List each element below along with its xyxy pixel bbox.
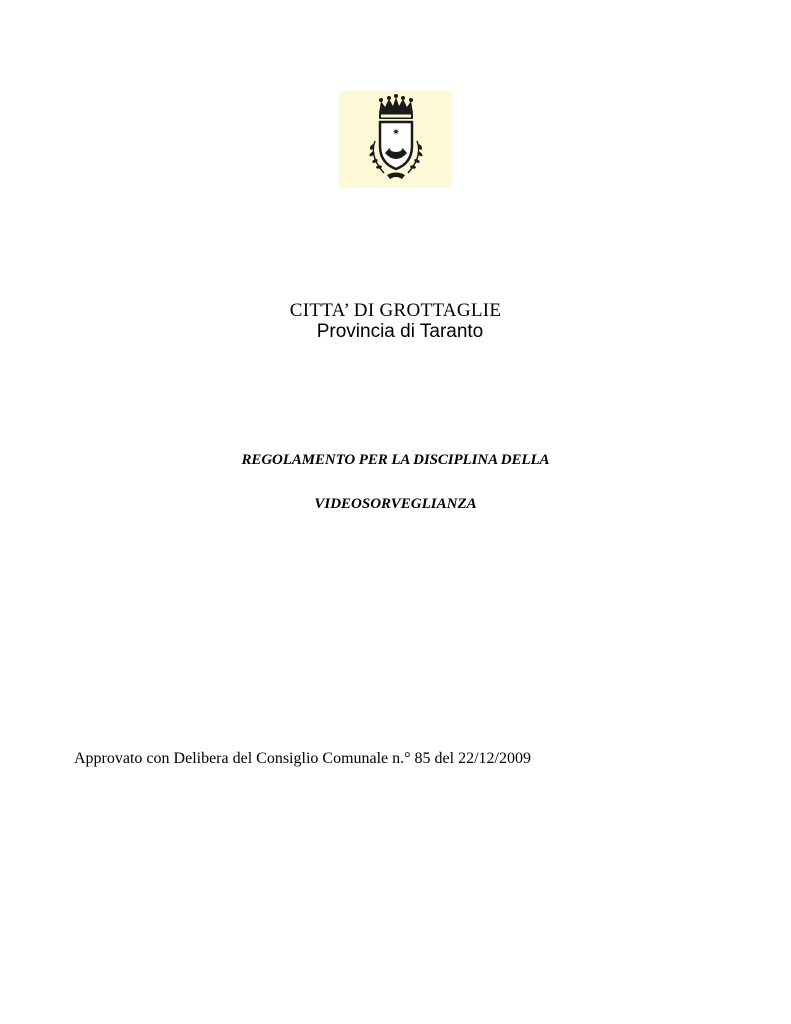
svg-text:✷: ✷ — [392, 128, 400, 138]
regulation-title-line2: VIDEOSORVEGLIANZA — [314, 496, 477, 512]
approval-note: Approvato con Delibera del Consiglio Comunale n.° 85 del 22/12/2009 — [74, 750, 531, 767]
province-name: Provincia di Taranto — [316, 321, 484, 342]
coat-of-arms-icon — [339, 91, 452, 188]
regulation-title-line1: REGOLAMENTO PER LA DISCIPLINA DELLA — [241, 452, 550, 468]
city-name: CITTA’ DI GROTTAGLIE — [289, 300, 502, 321]
city-emblem — [339, 91, 452, 188]
